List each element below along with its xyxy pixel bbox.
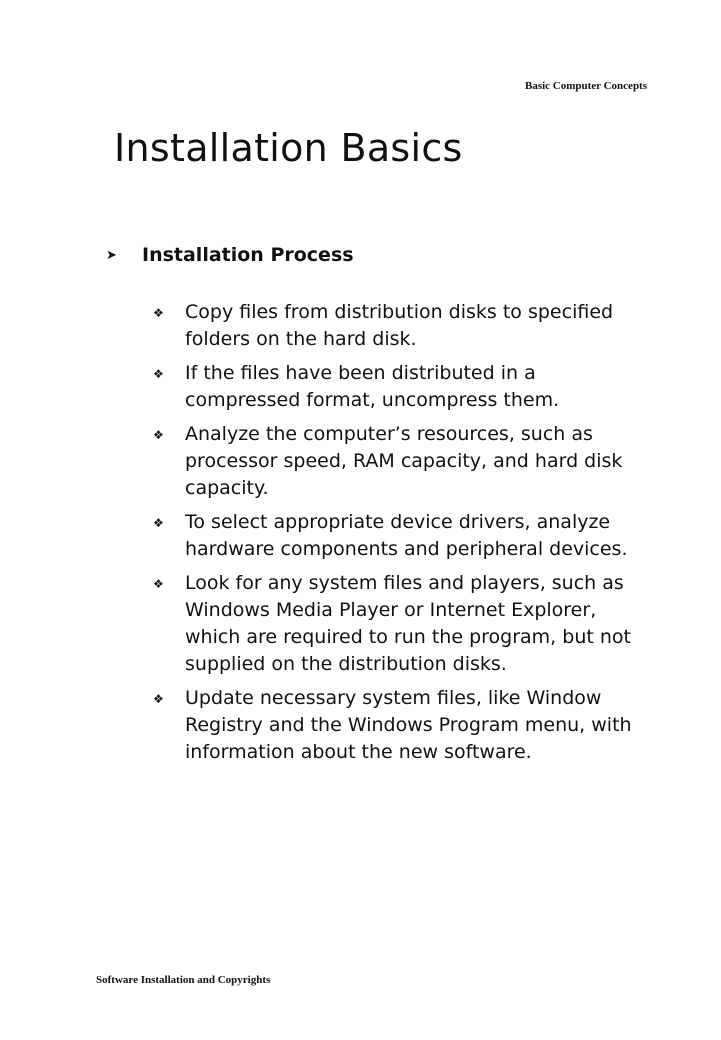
list-item	[153, 509, 673, 563]
list-item-text: If the files have been distributed in a compressed format, uncompress them.	[185, 362, 560, 411]
list-item	[153, 299, 673, 353]
list-item	[153, 421, 673, 502]
list-item-text: Analyze the computer’s resources, such as processor speed, RAM capacity, and hard disk capacity.	[185, 423, 623, 499]
diamond-bullet-icon: ❖	[153, 306, 164, 320]
page-footer: Software Installation and Copyrights	[96, 974, 271, 986]
diamond-bullet-icon: ❖	[153, 692, 164, 706]
list-item	[153, 360, 673, 414]
arrow-bullet-icon: ➤	[106, 247, 117, 263]
section-heading-row	[106, 244, 354, 266]
list-item-text: Look for any system files and players, such as Windows Media Player or Internet Explorer, which are required to run the program, but not supplied on the distribution disks.	[185, 572, 631, 675]
list-item-text: Copy files from distribution disks to specified folders on the hard disk.	[185, 301, 614, 350]
list-item	[153, 570, 673, 678]
diamond-bullet-icon: ❖	[153, 516, 164, 530]
diamond-bullet-icon: ❖	[153, 577, 164, 591]
bullet-list	[153, 299, 673, 773]
list-item-text: Update necessary system files, like Window Registry and the Windows Program menu, with information about the new software.	[185, 687, 632, 763]
page-header: Basic Computer Concepts	[524, 80, 647, 92]
diamond-bullet-icon: ❖	[153, 367, 164, 381]
list-item-text: To select appropriate device drivers, analyze hardware components and peripheral devices.	[185, 511, 628, 560]
diamond-bullet-icon: ❖	[153, 428, 164, 442]
section-heading: Installation Process	[142, 244, 354, 266]
page-title: Installation Basics	[114, 126, 463, 170]
list-item	[153, 685, 673, 766]
